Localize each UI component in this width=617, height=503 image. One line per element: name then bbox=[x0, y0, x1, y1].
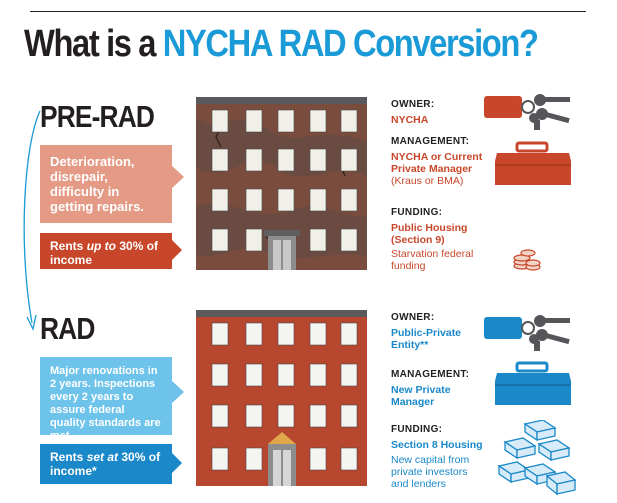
rad-management-label: MANAGEMENT: bbox=[391, 369, 470, 380]
pre-rad-description: Deterioration, disrepair, difficulty in getting repairs. bbox=[50, 154, 144, 214]
rad-rent-pointer bbox=[171, 452, 183, 474]
keychain-icon bbox=[482, 84, 574, 130]
pre-rad-rent-box bbox=[40, 233, 172, 269]
old-building-illustration bbox=[196, 97, 367, 270]
rad-rent-box bbox=[40, 444, 172, 484]
pre-rad-rent-em: up to bbox=[86, 239, 117, 253]
rad-funding-label: FUNDING: bbox=[391, 424, 443, 435]
pre-rad-funding-note: Starvation federal funding bbox=[391, 248, 474, 272]
renovated-building-illustration bbox=[196, 310, 367, 486]
pre-rad-management-value: NYCHA or Current Private Manager bbox=[391, 151, 483, 175]
rad-funding-value: Section 8 Housing bbox=[391, 439, 483, 451]
pre-rad-owner-label: OWNER: bbox=[391, 99, 435, 110]
pre-rad-callout-pointer bbox=[171, 165, 185, 189]
pre-rad-management-label: MANAGEMENT: bbox=[391, 136, 470, 147]
pre-rad-label: PRE-RAD bbox=[40, 99, 155, 134]
coin-stack-icon bbox=[512, 247, 542, 271]
rad-funding-note: New capital from private investors and lenders bbox=[391, 454, 470, 490]
rad-description-box bbox=[40, 357, 172, 442]
keychain-icon bbox=[482, 305, 574, 351]
pre-rad-funding-value: Public Housing (Section 9) bbox=[391, 222, 468, 246]
money-stack-icon bbox=[495, 420, 577, 498]
rad-callout-pointer bbox=[171, 380, 185, 404]
pre-rad-management-note: (Kraus or BMA) bbox=[391, 175, 464, 187]
toolbox-icon bbox=[493, 141, 573, 187]
title-highlight: NYCHA RAD Conversion? bbox=[162, 23, 538, 65]
pre-rad-funding-label: FUNDING: bbox=[391, 207, 443, 218]
pre-rad-management-block bbox=[391, 151, 487, 187]
pre-rad-rent-pointer bbox=[171, 239, 183, 261]
rad-rent-em: set at bbox=[86, 450, 119, 464]
pre-rad-rent-post: 30% of income bbox=[50, 239, 159, 267]
rad-description: Major renovations in 2 years. Inspections every 2 years to assure federal quality standards are met. bbox=[50, 365, 161, 442]
rad-owner-label: OWNER: bbox=[391, 312, 435, 323]
page-title bbox=[24, 22, 538, 66]
rad-rent-post: 30% of income* bbox=[50, 450, 161, 478]
rad-owner-value: Public-Private Entity** bbox=[391, 327, 462, 351]
rad-rent-pre: Rents bbox=[50, 450, 87, 464]
pre-rad-rent-pre: Rents bbox=[50, 239, 87, 253]
toolbox-icon bbox=[493, 361, 573, 407]
title-prefix: What is a bbox=[24, 23, 163, 65]
rad-management-value: New Private Manager bbox=[391, 384, 451, 408]
top-rule bbox=[30, 11, 586, 12]
pre-rad-owner-value: NYCHA bbox=[391, 114, 429, 126]
rad-label: RAD bbox=[40, 311, 95, 346]
pre-rad-description-box bbox=[40, 145, 172, 223]
